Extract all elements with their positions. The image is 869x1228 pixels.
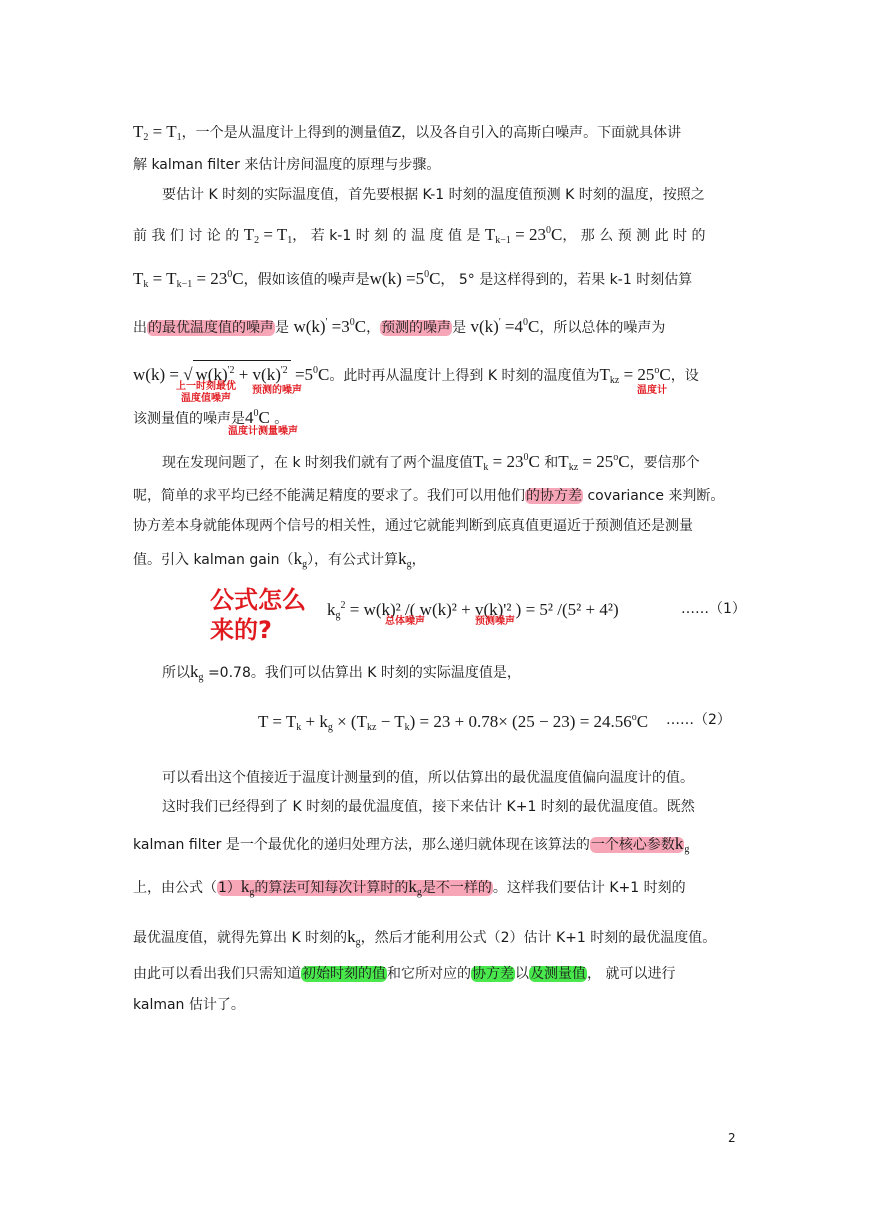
para-line-3: 要估计 K 时刻的实际温度值，首先要根据 K-1 时刻的温度值预测 K 时刻的温度，按照之: [162, 187, 705, 203]
para-line-14: 可以看出这个值接近于温度计测量到的值，所以估算出的最优温度值偏向温度计的值。: [162, 770, 694, 786]
highlight-covariance-green: 协方差: [472, 966, 514, 982]
formula-1: $k_g^2 = w(k)^2$ /( w(k)² + v(k)'² ) = 5² /(5² + 4²): [327, 600, 619, 621]
para-line-15: 这时我们已经得到了 K 时刻的最优温度值，接下来估计 K+1 时刻的最优温度值。既然: [162, 799, 695, 815]
annotation-meas-noise: 温度计测量噪声: [228, 426, 298, 437]
para-line-17: 上，由公式$(1)k_g$的算法可知每次计算时的$k_g$是不一样的。这样我们要估计 K+1 时刻的: [133, 877, 686, 898]
page-number: 2: [728, 1131, 736, 1145]
annotation-total-noise: 总体噪声: [385, 616, 425, 627]
para-line-8: 该测量值的噪声是$4^0C$ 。: [133, 408, 289, 427]
annotation-thermometer: 温度计: [637, 385, 667, 396]
formula-2: $T = T_k + k_g \times (T_{kz} - T_k) = 23 + 0.78\times (25 - 23) = 24.56^oC$: [258, 712, 649, 733]
highlight-initial-value: 初始时刻的值: [302, 966, 386, 982]
highlight-formula-ref: $1)k_g$的算法可知每次计算时的$k_g$是不一样的: [218, 877, 492, 898]
para-line-1: $T_2 = T_1$，一个是从温度计上得到的测量值Z，以及各自引入的高斯白噪声。下面就具体讲: [133, 122, 682, 143]
para-line-4: 前 我 们 讨 论 的 $T_2 = T_1$， 若 k-1 时 刻 的 温 度 值 是 $T_{k-1} = 23^0C$， 那 么 预 测 此 时 的: [133, 225, 706, 246]
para-line-13: 所以$k_g =0.78$。我们可以估算出 K 时刻的实际温度值是，: [162, 662, 521, 683]
formula-1-number: ……（1）: [681, 601, 746, 617]
formula-2-number: ……（2）: [666, 712, 731, 728]
highlight-prev-optimal-noise: 的最优温度值的噪声: [148, 320, 274, 336]
para-line-18: 最优温度值，就得先算出 K 时刻的$k_g$，然后才能利用公式（2）估计 K+1 时刻的最优温度值。: [133, 927, 717, 948]
formula-T2-eq-T1: $T_2 = T_1$: [133, 122, 182, 143]
para-line-2: 解 kalman filter 来估计房间温度的原理与步骤。: [133, 157, 441, 173]
highlight-core-param: 一个核心参数k: [590, 834, 684, 853]
annotation-pred-noise-2: 预测噪声: [475, 616, 515, 627]
para-line-12: 值。引入 kalman $gain(k_g)$，有公式计算$k_g$，: [133, 549, 426, 570]
highlight-pred-noise: 预测的噪声: [381, 320, 452, 336]
para-line-19: 由此可以看出我们只需知道初始时刻的值和它所对应的协方差以及测量值， 就可以进行: [133, 966, 676, 982]
para-line-6: 出的最优温度值的噪声是 $w(k)' =3^0C$，预测的噪声是 $v(k)' =4^0C$，所以总体的噪声为: [133, 317, 666, 336]
para-line-7: w(k) = √ $w(k)^{'2} + v(k)^{'2} =5^0C$。此时再从温度计上得到 K 时刻的温度值为$T_{kz} = 25^oC$，设: [133, 360, 699, 391]
para-line-5: $T_k = T_{k-1} = 23^0C$，假如该值的噪声是$w(k) =5^0C$， 5° 是这样得到的，若果 k-1 时刻估算: [133, 269, 693, 290]
para-line-9: 现在发现问题了，在 k 时刻我们就有了两个温度值$T_k = 23^0C$ 和$T_{kz} = 25^oC$，要信那个: [162, 452, 700, 473]
para-line-20: kalman 估计了。: [133, 997, 245, 1013]
annotation-pred-noise: 预测的噪声: [252, 385, 302, 396]
para-line-10: 呢，简单的求平均已经不能满足精度的要求了。我们可以用他们的协方差 covariance 来判断。: [133, 488, 725, 504]
formula-total-noise: w(k) = √ $w(k)^{'2} + v(k)^{'2} =5^0C$: [133, 365, 329, 384]
para-line-16: kalman filter 是一个最优化的递归处理方法，那么递归就体现在该算法的一个核心参数$k_g$: [133, 834, 690, 855]
para-line-11: 协方差本身就能体现两个信号的相关性，通过它就能判断到底真值更逼近于预测值还是测量: [133, 518, 693, 534]
highlight-covariance: 的协方差: [526, 488, 582, 504]
question-note: 公式怎么 来的?: [210, 586, 306, 644]
highlight-measurement: 及测量值: [530, 966, 586, 982]
annotation-prev-optimal-noise: 上一时刻最优 温度值噪声: [176, 381, 236, 404]
